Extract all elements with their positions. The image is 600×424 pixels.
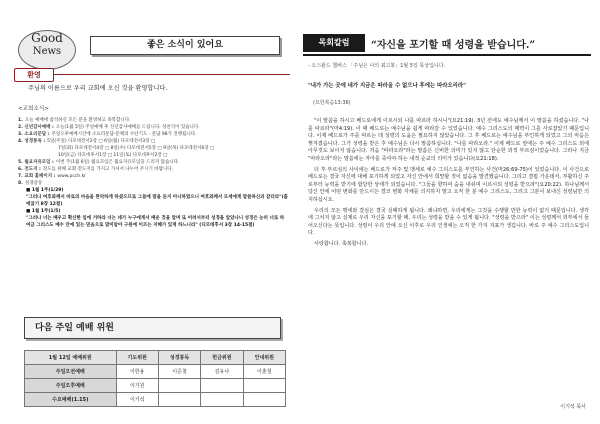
- column-divider: [303, 54, 591, 56]
- paragraph: "이 말씀을 하시고 베드로에게 이르시되 나를 따르라 하시니"(요21:19). 3년 전에도 예수님께서 이 말씀을 하셨습니다. "나를 따르라"(마4:19). 이 때 베드로는 예수님을 쉽게 따라갈 수 있었습니다. 예수 그리스도의 매력이 그를 사로잡았기 때문입니다. 이제 베드로가 주를 따르는 데 성령의 도움은 필요하지 않았습니다. 그 후 베드로는 예수님을 부인하게 되었고 그의 마음은 찢겨졌습니다. 그가 성령을 받은 후 예수님은 다시 말씀하십니다. "나를 따라오라." 이제 베드로 앞에는 주 예수 그리스도 외에 아무것도 보이지 않습니다. 처음 "따라오라"라는 말씀은 신비한 의미가 있지 않고 단순한 외적 부르심이었습니다. 그러나 지금 "따라오라"라는 말씀에는 자아를 죽여야 하는 내적 순교의 의미가 있습니다(요21:18).: [308, 118, 589, 162]
- good-news-title: 좋은 소식이 있어요: [90, 36, 280, 55]
- key-verse-reference: (요한복음13:36): [313, 100, 351, 106]
- memory-verse: ■ 1월 1주(1/29): [26, 188, 64, 193]
- memory-verse-text: "그러나 여호와께서 바로의 마음을 완악하게 하셨으므로 그들에 말을 듣지 아니하였으니 여호와께서 모세에게 말씀하신과 같더라"(출애굽기 8장 12절): [26, 195, 288, 207]
- notice-item: 8. 성경암송: [18, 181, 43, 186]
- notice-list: [18, 117, 288, 229]
- welcome-text: 주님의 이름으로 우리 교회에 오신 것을 환영합니다.: [28, 85, 168, 92]
- paragraph: 더 후 부르심의 사이에는 베드로가 저주 및 맹세로 예수 그리스도를 부인하는 사건(마26:69-75)이 있었습니다. 이 사건으로 베드로는 결국 자신에 대해 포기하게 되었고 자신 안에서 희망할 것이 없음을 발견했습니다. 그리고 결핍 가운데서, 부활하신 주로부터 능력을 받기에 합당한 상태가 되었습니다. "그들을 향하여 숨을 내쉬며 이르시되 성령을 받으라"(요20:22). 하나님께서 당신 안에 어떤 변화를 만드시든 결코 변화 자체를 의지하지 말고 오직 한 분 예수 그리스도, 그리고 그분이 보내신 성령님만 의지하십시오.: [308, 166, 589, 203]
- paragraph: 우리의 모든 맹세와 결심은 결국 실패하게 됩니다. 왜냐하면, 우리에게는 그것을 수행할 만한 능력이 없기 때문입니다. 생각에 그치지 않고 실제로 우리 자신을 포기할 때, 우리는 성령을 받을 수 있게 됩니다. "성령을 받으라" 이는 성령께서 외부에서 들어오신다는 뜻입니다. 성령이 우리 안에 오신 이후로 우리 인생에는 오직 한 가지 지표가 생깁니다. 바로 주 예수 그리스도입니다.: [308, 207, 589, 237]
- memory-verse: ■ 1월 1주(1/5): [26, 209, 61, 214]
- notice-item: 2. 신년감사예배 : 오늘(1월 5일) 주일예배 후 신년감사예배를 드립니다. 성찬식이 있습니다.: [18, 125, 200, 130]
- column-title: “자신을 포기할 때 성령을 받습니다.”: [371, 40, 536, 51]
- paragraph: 사랑합니다. 축복합니다.: [314, 240, 369, 247]
- signature: 이기석 목사: [560, 404, 586, 410]
- church-news-tag: <교회소식>: [18, 106, 49, 112]
- logo-line1: Good: [31, 31, 63, 45]
- memory-verse-text: "그러나 너는 배우고 확신한 일에 거하라 너는 네가 누구에게서 배운 것을 알며 또 어려서부터 성경을 알았나니 성경은 능히 너로 하여금 그리스도 예수 안에 있는 믿음으로 말미암아 구원에 이르는 지혜가 있게 하느니라" (디모데후서 3장 14-15절): [26, 216, 285, 228]
- notice-item: 7일(화) 다모데전서4장 □ 8일(수) 다모데전서5장 □ 9일(목) 다모데전서6장 □: [58, 146, 215, 151]
- homepage-link[interactable]: www.pcch.kr: [57, 174, 87, 179]
- column-body: [308, 118, 589, 252]
- table-header-row: 1월 12일 예배위원 기도위원 성경봉독 헌금위원 안내위원: [25, 351, 286, 365]
- logo-line2: News: [32, 46, 62, 57]
- column-tag: 목회칼럼: [303, 34, 365, 52]
- table-row: 주일오후예배 이기원: [25, 379, 286, 393]
- notice-item: 7. 교회 홈페이지 : www.pcch.kr: [18, 174, 87, 179]
- table-row: 주일오전예배 이한용 이준철 김유나 이춘철: [25, 365, 286, 379]
- table-row: 수요예배(1.15) 이기석: [25, 393, 286, 407]
- next-week-title: 다음 주일 예배 위원: [24, 317, 281, 339]
- right-column: [303, 12, 591, 412]
- duty-table: [24, 350, 286, 407]
- left-column: [14, 12, 290, 412]
- welcome-divider: [54, 74, 290, 75]
- welcome-tag: 환영: [14, 68, 54, 82]
- notice-item: 6. 전도지 : 전도를 위해 교회 전도지를 가지고 가셔서 나누어 주시기 바랍니다.: [18, 167, 174, 172]
- key-verse: "내가 가는 곳에 네가 지금은 따라올 수 없으나 후에는 따라오리라": [308, 83, 466, 89]
- notice-item: 4. 성경통독 : 5일(주일) 다모데전서2장 □ 6일(월) 다모데전서3장 □: [18, 139, 156, 144]
- notice-item: 3. 소요리문답 : 주일오후예배시간에 소요리문답-문체의 수단기도 - 문답 98가 진행됩니다.: [18, 132, 197, 137]
- notice-item: 1. 오늘 예배에 참석하신 모든 분을 환영하고 축복합니다.: [18, 118, 131, 123]
- notice-item: 10일(금) 다모데후서1장 □ 11일(토) 다모데후서2장 □: [58, 153, 168, 158]
- good-news-logo: [18, 30, 76, 70]
- notice-item: 5. 월요자유모임 : 이번 주(1월 6일) 월요모임은 월요자유모임을 드리지 않습니다.: [18, 160, 180, 165]
- column-subtitle: - 오스왈드 챔버스 「주님은 나의 최고봉」1월 5일 묵상입니다.: [308, 63, 446, 69]
